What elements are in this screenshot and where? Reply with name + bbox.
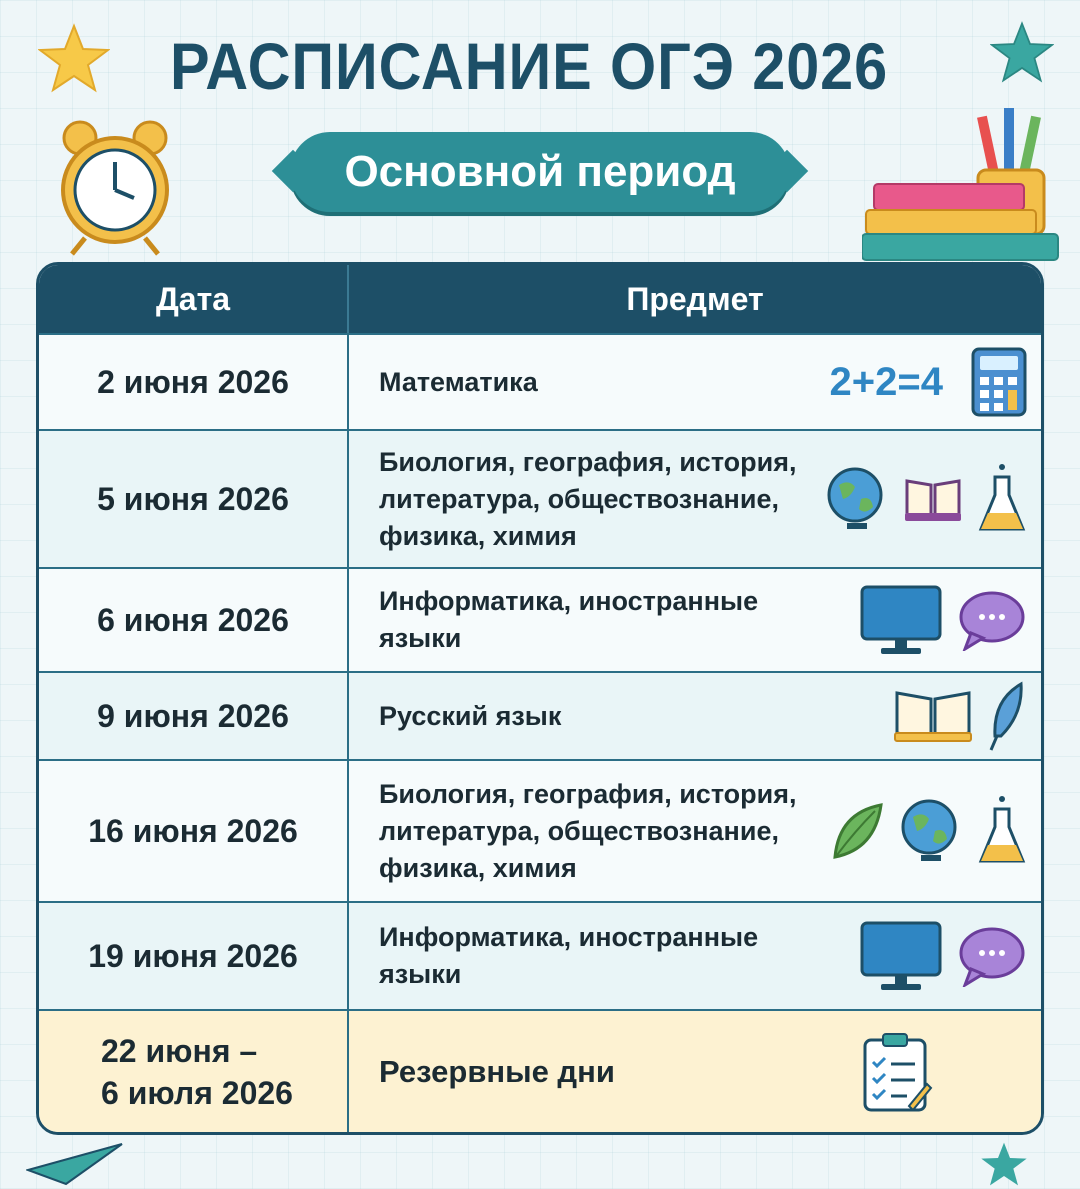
row-subject: Резервные дни — [379, 1054, 615, 1089]
table-row — [39, 333, 1041, 429]
date-column-header: Дата — [155, 281, 231, 317]
row-date: 9 июня 2026 — [97, 697, 289, 734]
globe-icon — [899, 797, 963, 865]
table-row — [39, 759, 1041, 901]
star-icon — [990, 20, 1054, 84]
row-date-end: 6 июля 2026 — [101, 1074, 293, 1111]
flask-icon — [977, 461, 1027, 537]
schedule-table — [36, 262, 1044, 1135]
table-row — [39, 901, 1041, 1009]
period-banner-label: Основной период — [344, 147, 736, 196]
row-subject: Информатика, иностранные языки — [379, 922, 759, 989]
star-icon — [980, 1140, 1028, 1188]
clipboard-checklist-icon — [861, 1030, 933, 1114]
books-stack-icon — [862, 180, 1062, 262]
alarm-clock-icon — [50, 118, 180, 258]
globe-icon — [825, 465, 889, 533]
row-subject: Русский язык — [379, 700, 562, 731]
star-icon — [38, 22, 110, 94]
row-subject: Информатика, иностранные языки — [379, 586, 759, 653]
table-header — [39, 265, 1041, 333]
flask-icon — [977, 793, 1027, 869]
calculator-icon — [971, 347, 1027, 417]
row-date: 16 июня 2026 — [88, 812, 298, 849]
row-subject: Биология, география, история, литература, обществознание, физика, химия — [379, 778, 797, 883]
monitor-icon — [859, 920, 943, 992]
monitor-icon — [859, 584, 943, 656]
open-book-icon — [893, 687, 973, 745]
page-title: РАСПИСАНИЕ ОГЭ 2026 — [170, 29, 889, 103]
book-icon — [903, 475, 963, 523]
leaf-icon — [829, 799, 885, 863]
subject-column-header: Предмет — [626, 281, 764, 317]
table-row — [39, 567, 1041, 671]
table-row — [39, 1009, 1041, 1132]
row-date: 2 июня 2026 — [97, 363, 289, 400]
row-date-start: 22 июня – — [101, 1032, 258, 1069]
paper-plane-icon — [26, 1140, 126, 1188]
chat-bubble-icon — [957, 589, 1027, 651]
row-subject: Биология, география, история, литература, обществознание, физика, химия — [379, 446, 797, 551]
row-subject: Математика — [379, 366, 538, 397]
feather-icon — [987, 680, 1027, 752]
math-equation: 2+2=4 — [829, 359, 943, 404]
period-banner — [290, 132, 790, 212]
table-row — [39, 671, 1041, 759]
chat-bubble-icon — [957, 925, 1027, 987]
row-date: 19 июня 2026 — [88, 937, 298, 974]
table-row — [39, 429, 1041, 567]
row-date: 5 июня 2026 — [97, 480, 289, 517]
row-date — [39, 1011, 347, 1132]
row-date: 6 июня 2026 — [97, 601, 289, 638]
